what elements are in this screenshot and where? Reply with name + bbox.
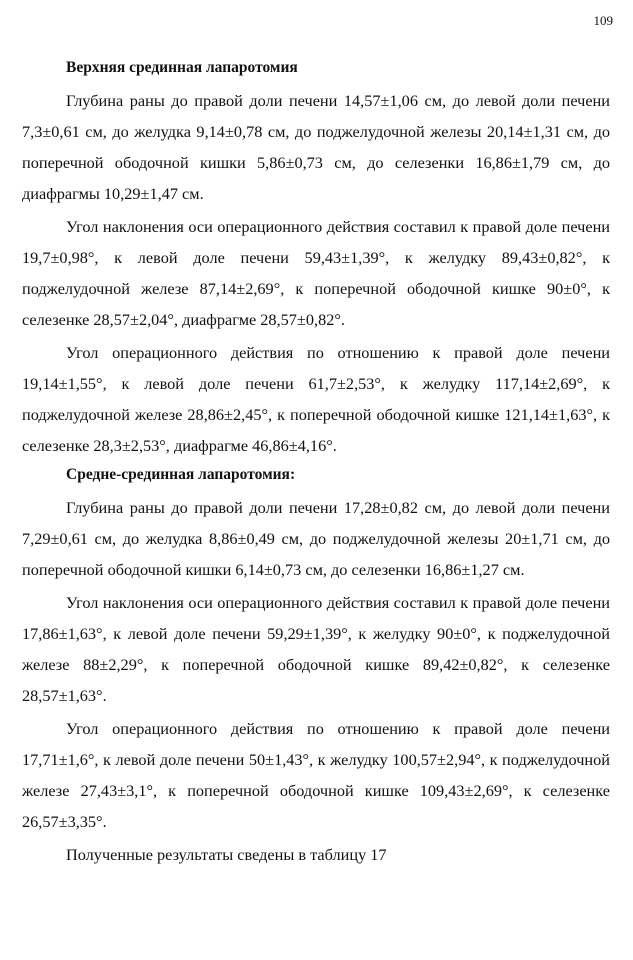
paragraph-operative-action-angle: Угол операционного действия по отношению к правой доле печени 17,71±1,6°, к левой доле печени 50±1,43°, к желудку 100,57±2,94°, к поджелудочной железе 27,43±3,1°, к поперечной ободочной кишке 109,43±2,69°, к селезенке 26,57±3,35°. bbox=[22, 719, 610, 831]
paragraph-axis-inclination-angle: Угол наклонения оси операционного действия составил к правой доле печени 19,7±0,98°, к левой доле печени 59,43±1,39°, к желудку 89,43±0,82°, к поджелудочной железе 87,14±2,69°, к поперечной ободочной кишке 90±0°, к селезенке 28,57±2,04°, диафрагме 28,57±0,82°. bbox=[22, 217, 610, 329]
section-middle-median-laparotomy bbox=[22, 463, 610, 870]
paragraph-axis-inclination-angle: Угол наклонения оси операционного действия составил к правой доле печени 17,86±1,63°, к левой доле печени 59,29±1,39°, к желудку 90±0°, к поджелудочной железе 88±2,29°, к поперечной ободочной кишке 89,42±0,82°, к селезенке 28,57±1,63°. bbox=[22, 593, 610, 705]
paragraph-wound-depth: Глубина раны до правой доли печени 14,57±1,06 см, до левой доли печени 7,3±0,61 см, до желудка 9,14±0,78 см, до поджелудочной железы 20,14±1,31 см, до поперечной ободочной кишки 5,86±0,73 см, до селезенки 16,86±1,79 см, до диафрагмы 10,29±1,47 см. bbox=[22, 91, 610, 203]
paragraph-results-summary: Полученные результаты сведены в таблицу 17 bbox=[66, 845, 387, 864]
paragraph-operative-action-angle: Угол операционного действия по отношению к правой доле печени 19,14±1,55°, к левой доле печени 61,7±2,53°, к желудку 117,14±2,69°, к поджелудочной железе 28,86±2,45°, к поперечной ободочной кишке 121,14±1,63°, к селезенке 28,3±2,53°, диафрагме 46,86±4,16°. bbox=[22, 343, 610, 455]
page-body bbox=[22, 56, 610, 872]
section-heading: Верхняя срединная лапаротомия bbox=[66, 59, 298, 76]
section-upper-median-laparotomy bbox=[22, 56, 610, 461]
page-number: 109 bbox=[593, 13, 613, 28]
paragraph-wound-depth: Глубина раны до правой доли печени 17,28±0,82 см, до левой доли печени 7,29±0,61 см, до желудка 8,86±0,49 см, до поджелудочной железы 20±1,71 см, до поперечной ободочной кишки 6,14±0,73 см, до селезенки 16,86±1,27 см. bbox=[22, 498, 610, 579]
section-heading: Средне-срединная лапаротомия: bbox=[66, 466, 296, 483]
